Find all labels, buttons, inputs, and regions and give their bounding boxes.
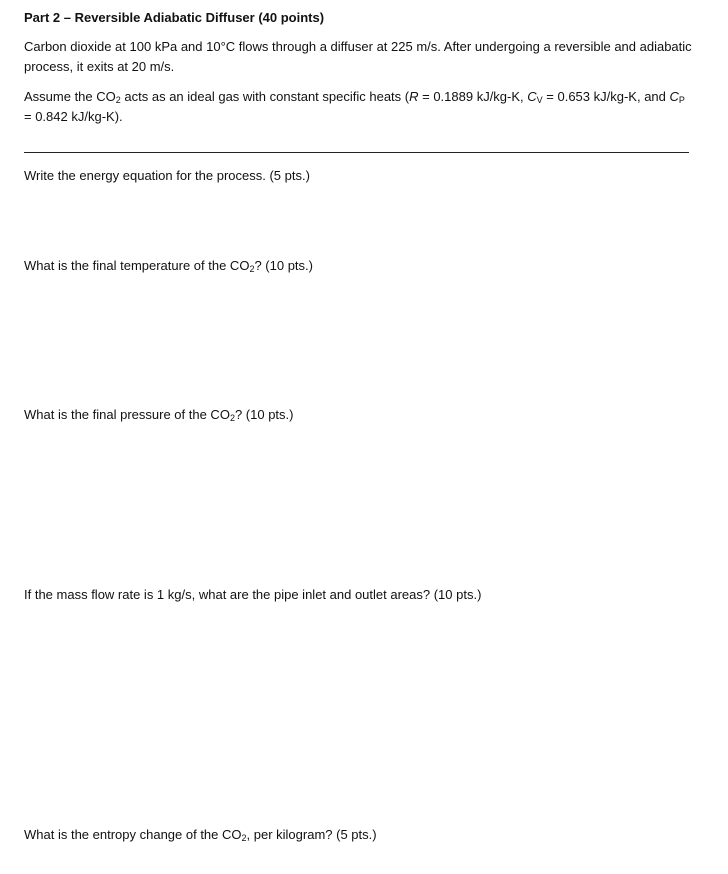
r-symbol: R (409, 89, 419, 104)
cp-value: = 0.842 kJ/kg-K). (24, 109, 123, 124)
co2-subscript: 2 (229, 413, 235, 423)
page-title: Part 2 – Reversible Adiabatic Diffuser (40 points) (24, 10, 325, 25)
co2-subscript: 2 (115, 95, 121, 105)
cv-subscript: V (536, 95, 543, 105)
cv-symbol: C (527, 89, 537, 104)
cp-symbol: C (669, 89, 679, 104)
co2-subscript: 2 (241, 833, 247, 843)
assumption-middle: acts as an ideal gas with constant specific heats ( (120, 89, 410, 104)
problem-statement: Carbon dioxide at 100 kPa and 10°C flows through a diffuser at 225 m/s. After undergoing a reversible and adiabatic process, it exits at 20 m/s. (24, 39, 692, 74)
question-text: What is the final pressure of the CO (24, 407, 230, 422)
question-energy-equation: Write the energy equation for the process. (5 pts.) (24, 168, 310, 183)
question-text: What is the entropy change of the CO (24, 827, 242, 842)
assumption-statement (24, 87, 694, 127)
assumption-prefix: Assume the CO (24, 89, 116, 104)
cv-value: = 0.653 kJ/kg-K, and (542, 89, 670, 104)
question-pipe-areas: If the mass flow rate is 1 kg/s, what are the pipe inlet and outlet areas? (10 pts.) (24, 587, 482, 602)
question-text: What is the final temperature of the CO (24, 258, 250, 273)
question-points: ? (10 pts.) (254, 258, 313, 273)
cp-subscript: P (678, 95, 685, 105)
question-entropy-change (24, 826, 377, 844)
question-final-pressure (24, 406, 293, 424)
r-value: = 0.1889 kJ/kg-K, (418, 89, 528, 104)
section-divider (24, 152, 689, 153)
question-final-temperature (24, 257, 313, 275)
co2-subscript: 2 (249, 264, 255, 274)
question-points: , per kilogram? (5 pts.) (246, 827, 377, 842)
question-points: ? (10 pts.) (234, 407, 294, 422)
